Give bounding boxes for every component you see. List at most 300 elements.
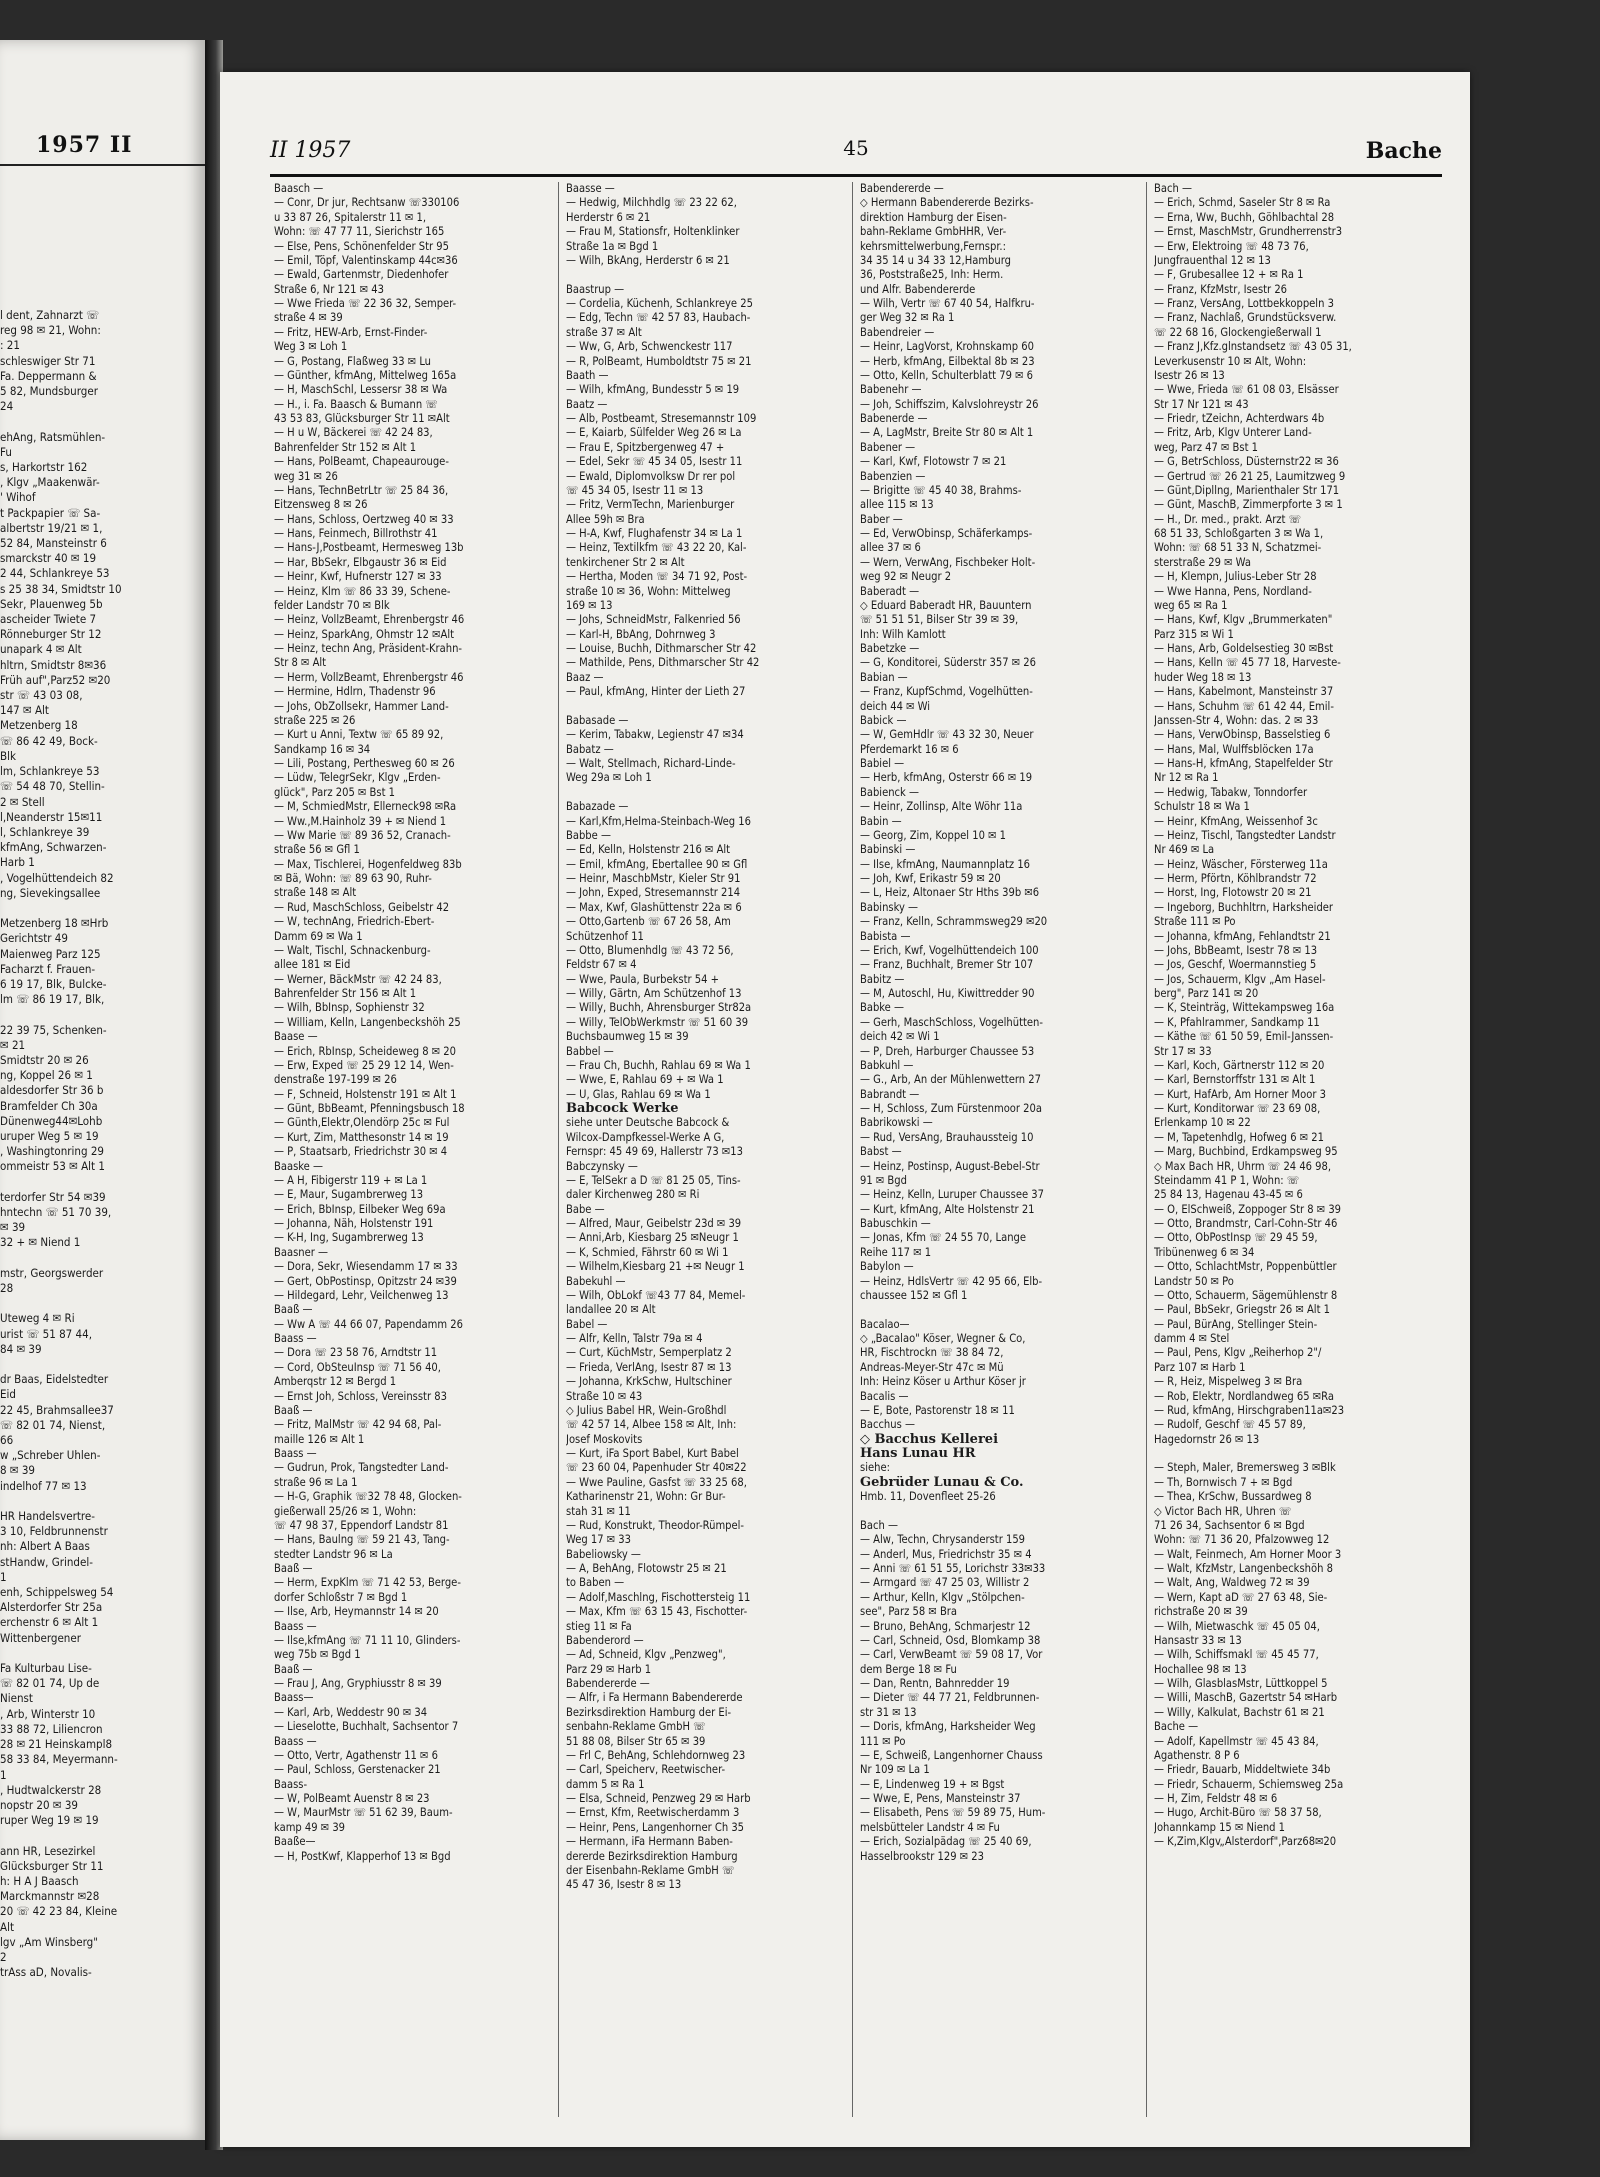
directory-entry-line: — Adolf,Maschlng, Fischottersteig 11 [566, 1590, 751, 1604]
directory-entry-line [566, 700, 846, 714]
directory-entry-line: — Heinz, Textilkfm ☏ 43 22 20, Kal- [566, 541, 747, 555]
directory-entry-line: Babinsky — [860, 900, 919, 914]
directory-entry-line: — Ed, Kelln, Holstenstr 216 ✉ Alt [566, 843, 731, 857]
directory-entry-line: Wohn: ☏ 47 77 11, Sierichstr 165 [274, 225, 445, 239]
directory-entry-line: Buchsbaumweg 15 ✉ 39 [566, 1030, 689, 1044]
directory-entry-line: Straße 1a ✉ Bgd 1 [566, 239, 659, 253]
directory-entry-line: — Fritz, MalMstr ☏ 42 94 68, Pal- [274, 1418, 442, 1432]
previous-page-line: s, Harkortstr 162 [0, 460, 88, 475]
directory-entry-line: Babenzien — [860, 469, 926, 483]
directory-entry-line: — Günth,Elektr,Olendörp 25c ✉ Ful [274, 1116, 450, 1130]
directory-entry-line: straße 37 ✉ Alt [566, 325, 642, 339]
previous-page-line: 52 84, Mansteinstr 6 [0, 536, 107, 551]
directory-entry-line: see", Parz 58 ✉ Bra [860, 1605, 958, 1619]
previous-page-line: 22 45, Brahmsallee37 [0, 1402, 114, 1417]
directory-entry-line: — Ewald, Gartenmstr, Diedenhofer [274, 268, 449, 282]
directory-entry-line: — Anni ☏ 61 51 55, Lorichstr 33✉33 [860, 1562, 1046, 1575]
directory-entry-line: — M, Autoschl, Hu, Kiwittredder 90 [860, 987, 1035, 1000]
directory-entry-line: — Günt, BbBeamt, Pfenningsbusch 18 [274, 1102, 465, 1115]
directory-entry-line: Baatz — [566, 397, 608, 411]
directory-entry-line: — Käthe ☏ 61 50 59, Emil-Janssen- [1154, 1030, 1334, 1044]
directory-entry-line: Baastrup — [566, 282, 625, 296]
directory-entry-line: — Thea, KrSchw, Bussardweg 8 [1154, 1490, 1312, 1504]
directory-entry-line: 71 26 34, Sachsentor 6 ✉ Bgd [1154, 1518, 1305, 1532]
directory-entry-line: — Frieda, VerlAng, Isestr 87 ✉ 13 [566, 1360, 732, 1374]
previous-page-line: 2 ✉ Stell [0, 794, 45, 809]
directory-entry-line: — Steph, Maler, Bremersweg 3 ✉Blk [1154, 1461, 1336, 1475]
previous-page-line: 24 [0, 399, 14, 414]
directory-entry-line: — Marg, Buchbind, Erdkampsweg 95 [1154, 1145, 1338, 1159]
directory-entry-line: Weg 17 ✉ 33 [566, 1533, 631, 1547]
directory-entry-line: Parz 107 ✉ Harb 1 [1154, 1360, 1246, 1374]
previous-page-text [0, 308, 200, 1980]
directory-entry-line: Babatz — [566, 742, 614, 756]
directory-entry-line: — Wern, Kapt aD ☏ 27 63 48, Sie- [1154, 1590, 1328, 1604]
directory-entry-line: Bach — [1154, 182, 1192, 195]
directory-entry-line: weg, Parz 47 ✉ Bst 1 [1154, 440, 1258, 454]
previous-page-line [0, 901, 200, 916]
directory-entry-line: Baaz — [566, 670, 604, 684]
directory-entry-line: Josef Moskovits [566, 1432, 643, 1446]
directory-entry-line: — Paul, BbSekr, Griegstr 26 ✉ Alt 1 [1154, 1303, 1331, 1317]
column-divider [558, 182, 559, 2117]
directory-entry-line: — Th, Bornwisch 7 + ✉ Bgd [1154, 1475, 1293, 1489]
page-number: 45 [843, 136, 869, 160]
directory-entry-line: Herderstr 6 ✉ 21 [566, 210, 651, 224]
directory-entry-line: — Hans-H, kfmAng, Stapelfelder Str [1154, 757, 1333, 770]
directory-entry-line: 169 ✉ 13 [566, 598, 613, 612]
directory-entry-line: Wilcox-Dampfkessel-Werke A G, [566, 1130, 725, 1144]
previous-page-line: Nienst [0, 1691, 33, 1706]
previous-page-line: Glücksburger Str 11 [0, 1858, 104, 1873]
previous-page-line: w „Schreber Uhlen- [0, 1448, 101, 1463]
directory-entry-line: — Johanna, Näh, Holstenstr 191 [274, 1217, 434, 1230]
previous-page-line: uruper Weg 5 ✉ 19 [0, 1128, 99, 1143]
previous-page-line: , Vogelhüttendeich 82 [0, 870, 114, 885]
directory-entry-line: 51 88 08, Bilser Str 65 ✉ 39 [566, 1734, 706, 1748]
directory-entry-line: — Heinz, Wäscher, Försterweg 11a [1154, 857, 1328, 871]
directory-entry-line: — Elsa, Schneid, Penzweg 29 ✉ Harb [566, 1792, 751, 1805]
directory-entry-line: — Ww, G, Arb, Schwenckestr 117 [566, 340, 733, 354]
directory-entry-line: — Hertha, Moden ☏ 34 71 92, Post- [566, 570, 748, 584]
previous-page-line: 58 33 84, Meyermann- [0, 1752, 118, 1767]
directory-entry-line: — Carl, Schneid, Osd, Blomkamp 38 [860, 1633, 1041, 1647]
directory-entry-line: — Jos, Geschf, Woermannstieg 5 [1154, 958, 1317, 972]
directory-entry-line: — H u W, Bäckerei ☏ 42 24 83, [274, 426, 433, 440]
previous-page-line: 84 ✉ 39 [0, 1341, 42, 1356]
directory-entry-line: Weg 29a ✉ Loh 1 [566, 771, 652, 785]
directory-entry-line: — Paul, kfmAng, Hinter der Lieth 27 [566, 685, 746, 699]
previous-page-line: ann HR, Lesezirkel [0, 1843, 96, 1858]
previous-page-line: Fu [0, 444, 12, 459]
directory-entry-line: ☏ 23 60 04, Papenhuder Str 40✉22 [566, 1461, 747, 1475]
directory-entry-line: Babener — [860, 440, 916, 454]
directory-entry-line: — Paul, BürAng, Stellinger Stein- [1154, 1317, 1318, 1331]
directory-entry-line: weg 75b ✉ Bgd 1 [274, 1648, 361, 1662]
column-divider [852, 182, 853, 2117]
directory-entry-line: — Johs, SchneidMstr, Falkenried 56 [566, 613, 741, 627]
directory-entry-line: kamp 49 ✉ 39 [274, 1820, 346, 1834]
directory-entry-line: Str 17 ✉ 33 [1154, 1044, 1212, 1058]
column-2 [566, 182, 846, 2122]
directory-entry-line: — Walt, KfzMstr, Langenbeckshöh 8 [1154, 1562, 1333, 1575]
previous-page-line: ' Wihof [0, 490, 36, 505]
directory-entry-line: — Kurt, Konditorwar ☏ 23 69 08, [1154, 1102, 1321, 1115]
directory-entry-line: — Brigitte ☏ 45 40 38, Brahms- [860, 483, 1022, 497]
directory-entry-line: — Dieter ☏ 44 77 21, Feldbrunnen- [860, 1691, 1040, 1705]
directory-entry-line: — Otto, SchlachtMstr, Poppenbüttler [1154, 1260, 1337, 1274]
directory-entry-line: — E, TelSekr a D ☏ 81 25 05, Tins- [566, 1173, 741, 1187]
previous-page-line: unapark 4 ✉ Alt [0, 642, 82, 657]
directory-entry-line: Babczynsky — [566, 1159, 638, 1173]
directory-entry-line: — Max, Kwf, Glashüttenstr 22a ✉ 6 [566, 900, 742, 914]
page-header [270, 138, 1442, 168]
directory-entry-line: — H-A, Kwf, Flughafenstr 34 ✉ La 1 [566, 527, 743, 540]
directory-entry-line: — Wilh, kfmAng, Bundesstr 5 ✉ 19 [566, 383, 740, 397]
directory-entry-line: Babetzke — [860, 642, 920, 655]
directory-entry-line: — Rud, MaschSchloss, Geibelstr 42 [274, 900, 450, 914]
directory-entry-line: ◇ Eduard Baberadt HR, Bauuntern [860, 598, 1032, 612]
directory-entry-line: HR, Fischtrockn ☏ 38 84 72, [860, 1346, 1004, 1360]
directory-entry-line: stah 31 ✉ 11 [566, 1504, 631, 1518]
directory-entry-line: — Walt, Feinmech, Am Horner Moor 3 [1154, 1547, 1342, 1561]
directory-entry-line: — Lieselotte, Buchhalt, Sachsentor 7 [274, 1720, 459, 1734]
directory-entry-line: Baath — [566, 368, 609, 382]
previous-page-line: Gerichtstr 49 [0, 931, 68, 946]
directory-entry-line: — Edel, Sekr ☏ 45 34 05, Isestr 11 [566, 455, 743, 469]
directory-entry-line: — Wilh, Mietwaschk ☏ 45 05 04, [1154, 1619, 1320, 1633]
directory-entry-line: straße 56 ✉ Gfl 1 [274, 843, 360, 857]
directory-entry-line: — Paul, Schloss, Gerstenacker 21 [274, 1763, 441, 1777]
directory-entry-line: to Baben — [566, 1576, 625, 1590]
previous-page-line [0, 1357, 200, 1372]
directory-entry-line: — Cordelia, Küchenh, Schlankreye 25 [566, 297, 753, 310]
directory-entry-line: Babista — [860, 929, 911, 943]
directory-entry-line: Baasse — [566, 182, 615, 195]
previous-page-line [0, 1007, 200, 1022]
directory-entry-line: — Hans, Kabelmont, Mansteinstr 37 [1154, 685, 1334, 699]
directory-entry-line: melsbütteler Landstr 4 ✉ Fu [860, 1820, 1000, 1834]
directory-entry-line: Inh: Heinz Köser u Arthur Köser jr [860, 1375, 1026, 1389]
directory-page [220, 72, 1470, 2147]
previous-page-line: 28 [0, 1281, 14, 1295]
directory-entry-line: — Dora ☏ 23 58 76, Arndtstr 11 [274, 1346, 438, 1360]
directory-entry-line: — Otto, ObPostInsp ☏ 29 45 59, [1154, 1231, 1318, 1245]
previous-page-line: 32 + ✉ Niend 1 [0, 1235, 81, 1250]
directory-entry-line: Erlenkamp 10 ✉ 22 [1154, 1116, 1251, 1130]
directory-entry-line: — Johanna, KrkSchw, Hultschiner [566, 1375, 732, 1389]
previous-page-line: reg 98 ✉ 21, Wohn: [0, 323, 101, 338]
directory-entry-line: ☏ 22 68 16, Glockengießerwall 1 [1154, 325, 1322, 339]
directory-entry-line: Nr 109 ✉ La 1 [860, 1763, 930, 1777]
previous-page-line: dr Baas, Eidelstedter [0, 1372, 109, 1387]
directory-entry-line: — F, Grubesallee 12 + ✉ Ra 1 [1154, 268, 1304, 282]
directory-entry-line: — Ed, VerwObinsp, Schäferkamps- [860, 527, 1033, 540]
directory-entry-line: — Erw, Elektroing ☏ 48 73 76, [1154, 239, 1309, 253]
previous-page-line: Fa Kulturbau Lise- [0, 1661, 92, 1676]
directory-entry-line: Babasade — [566, 713, 629, 727]
directory-entry-line: — Cord, ObSteuInsp ☏ 71 56 40, [274, 1360, 441, 1374]
directory-entry-line: — Wilh, GlasblasMstr, Lüttkoppel 5 [1154, 1677, 1328, 1690]
directory-entry-line: Bacchus — [860, 1418, 915, 1432]
directory-entry-line: Babian — [860, 670, 908, 684]
directory-entry-line: — Hans, Baulng ☏ 59 21 43, Tang- [274, 1533, 450, 1547]
previous-page-line [0, 1296, 200, 1311]
directory-entry-line: Baaß — [274, 1303, 313, 1317]
directory-entry-line: — Karl-H, BbAng, Dohrnweg 3 [566, 627, 716, 641]
directory-entry-line: — Ww Marie ☏ 89 36 52, Cranach- [274, 828, 451, 842]
directory-entry-line: stieg 11 ✉ Fa [566, 1619, 632, 1633]
directory-entry-line: Baasch — [274, 182, 324, 195]
directory-entry-line: — Hans, Feinmech, Billrothstr 41 [274, 527, 438, 540]
directory-entry-line [566, 786, 846, 800]
directory-entry-line: tenkirchener Str 2 ✉ Alt [566, 555, 685, 569]
previous-page-line: ☏ 82 01 74, Nienst, [0, 1417, 106, 1432]
column-3 [860, 182, 1140, 2122]
directory-entry-line: — Erna, Ww, Buchh, Göhlbachtal 28 [1154, 210, 1335, 224]
previous-page-line: 8 ✉ 39 [0, 1463, 35, 1478]
directory-entry-line: — Friedr, tZeichn, Achterdwars 4b [1154, 412, 1325, 425]
directory-entry-line: — Herm, VollzBeamt, Ehrenbergstr 46 [274, 670, 464, 684]
directory-entry-line: senbahn-Reklame GmbH ☏ [566, 1720, 706, 1734]
previous-page-line: nh: Albert A Baas [0, 1539, 90, 1554]
directory-entry-line: Straße 111 ✉ Po [1154, 915, 1236, 929]
directory-entry-line: Baase — [274, 1030, 318, 1044]
directory-entry-line: — K, Schmied, Fährstr 60 ✉ Wi 1 [566, 1245, 729, 1259]
directory-entry-line: — Herb, kfmAng, Eilbektal 8b ✉ 23 [860, 354, 1035, 368]
directory-entry-line: Baass— [274, 1691, 314, 1705]
directory-entry-line: — Kurt, Zim, Matthesonstr 14 ✉ 19 [274, 1130, 449, 1144]
directory-entry-line: Allee 59h ✉ Bra [566, 512, 645, 526]
directory-entry-line: — Erich, Schmd, Saseler Str 8 ✉ Ra [1154, 196, 1331, 210]
directory-entry-line: — H., Dr. med., prakt. Arzt ☏ [1154, 512, 1302, 526]
directory-entry-line: — Walt, Ang, Waldweg 72 ✉ 39 [1154, 1576, 1310, 1590]
directory-entry-line: — Heinz, Tischl, Tangstedter Landstr [1154, 828, 1336, 842]
directory-entry-line: — Willy, Buchh, Ahrensburger Str82a [566, 1001, 752, 1015]
directory-entry-line: — L, Heiz, Altonaer Str Hths 39b ✉6 [860, 886, 1040, 900]
directory-entry-line: sterstraße 29 ✉ Wa [1154, 555, 1251, 569]
directory-entry-line: — Lili, Postang, Perthesweg 60 ✉ 26 [274, 757, 455, 770]
directory-entry-line: und Alfr. Babendererde [860, 282, 976, 296]
directory-entry-line: — A H, Fibigerstr 119 + ✉ La 1 [274, 1173, 428, 1187]
directory-entry-line: — H., i. Fa. Baasch & Bumann ☏ [274, 397, 438, 411]
directory-entry-line: — Armgard ☏ 47 25 03, Willistr 2 [860, 1576, 1030, 1590]
directory-entry-line: ger Weg 32 ✉ Ra 1 [860, 311, 955, 325]
directory-entry-line: — Hans-J,Postbeamt, Hermesweg 13b [274, 541, 464, 555]
directory-entry-line: — Günt,Dipllng, Marienthaler Str 171 [1154, 483, 1340, 497]
directory-entry-line: — Anni,Arb, Kiesbarg 25 ✉Neugr 1 [566, 1231, 739, 1245]
directory-entry-line: allee 115 ✉ 13 [860, 498, 934, 512]
directory-entry-line: — Franz, VersAng, Lottbekkoppeln 3 [1154, 297, 1334, 310]
directory-entry-line: — Wwe, Paula, Burbekstr 54 + [566, 972, 719, 986]
directory-entry-line: — Jonas, Kfm ☏ 24 55 70, Lange [860, 1231, 1027, 1245]
directory-entry-line: Babiel — [860, 757, 905, 770]
directory-entry-line: — Hermann, iFa Hermann Baben- [566, 1835, 733, 1849]
directory-entry-line: — Otto, Blumenhdlg ☏ 43 72 56, [566, 943, 734, 957]
directory-entry-line: Baass — [274, 1332, 317, 1345]
directory-entry-line: Baaß — [274, 1403, 313, 1417]
previous-page-line: trAss aD, Novalis- [0, 1965, 92, 1980]
previous-page-line: 5 82, Mundsburger [0, 384, 98, 399]
directory-entry-line: — Heinr, Kwf, Hufnerstr 127 ✉ 33 [274, 570, 442, 584]
directory-entry-line: — Fritz, VermTechn, Marienburger [566, 498, 735, 512]
directory-entry-line: — Günther, kfmAng, Mittelweg 165a [274, 368, 457, 382]
directory-entry-line: Nr 12 ✉ Ra 1 [1154, 771, 1219, 785]
directory-entry-line: — Gerh, MaschSchloss, Vogelhütten- [860, 1015, 1043, 1029]
previous-page-line: Früh auf",Parz52 ✉20 [0, 672, 111, 687]
directory-entry-line: — Hugo, Archit-Büro ☏ 58 37 58, [1154, 1806, 1322, 1820]
directory-entry-line: — Louise, Buchh, Dithmarscher Str 42 [566, 642, 757, 655]
directory-entry-line: Hansastr 33 ✉ 13 [1154, 1633, 1242, 1647]
directory-entry-line: — Ww.,M.Hainholz 39 + ✉ Niend 1 [274, 814, 447, 828]
directory-entry-line: — H, Zim, Feldstr 48 ✉ 6 [1154, 1792, 1278, 1805]
directory-entry-line: — Willy, Kalkulat, Bachstr 61 ✉ 21 [1154, 1705, 1325, 1719]
previous-page-line: l, Schlankreye 39 [0, 824, 90, 839]
previous-page-line: Fa. Deppermann & [0, 368, 97, 383]
directory-entry-line: — Herm, Pförtn, Köhlbrandstr 72 [1154, 872, 1317, 885]
previous-page-line: 28 ✉ 21 Heinskampl8 [0, 1737, 113, 1752]
directory-entry-line: — Alfr, Kelln, Talstr 79a ✉ 4 [566, 1332, 703, 1345]
directory-entry-line: — K,Zim,Klgv„Alsterdorf",Parz68✉20 [1154, 1835, 1337, 1849]
directory-entry-line: 36, Poststraße25, Inh: Herm. [860, 268, 1004, 282]
previous-page-line: , Arb, Winterstr 10 [0, 1706, 96, 1721]
directory-entry-line: — Elisabeth, Pens ☏ 59 89 75, Hum- [860, 1806, 1046, 1820]
directory-entry-line: — Ernst, Kfm, Reetwischerdamm 3 [566, 1806, 740, 1820]
directory-entry-line: — Hans, Schuhm ☏ 61 42 44, Emil- [1154, 699, 1334, 713]
directory-entry-line: — Karl, Arb, Weddestr 90 ✉ 34 [274, 1705, 428, 1719]
directory-entry-line: — Carl, Speicherv, Reetwischer- [566, 1763, 726, 1777]
directory-entry-line: ◇ Bacchus Kellerei [860, 1432, 999, 1447]
previous-page [0, 40, 205, 2140]
directory-entry-line: — M, Tapetenhdlg, Hofweg 6 ✉ 21 [1154, 1130, 1324, 1144]
directory-entry-line: — Heinr, MaschbMstr, Kieler Str 91 [566, 872, 741, 885]
directory-entry-line: — K, Pfahlrammer, Sandkamp 11 [1154, 1015, 1320, 1029]
directory-entry-line: Babrandt — [860, 1087, 920, 1101]
directory-entry-line: Jungfrauenthal 12 ✉ 13 [1154, 253, 1271, 267]
directory-entry-line: Straße 10 ✉ 43 [566, 1389, 643, 1403]
previous-page-line: kfmAng, Schwarzen- [0, 840, 107, 855]
previous-page-line: mstr, Georgswerder [0, 1265, 104, 1280]
previous-page-line [0, 1828, 200, 1843]
directory-entry-line: ◇ Max Bach HR, Uhrm ☏ 24 46 98, [1154, 1159, 1332, 1173]
previous-page-line: HR Handelsvertre- [0, 1509, 96, 1524]
previous-page-line: lm, Schlankreye 53 [0, 764, 100, 779]
directory-entry-line: — Heinr, LagVorst, Krohnskamp 60 [860, 340, 1034, 354]
previous-page-line: Metzenberg 18 [0, 718, 78, 733]
directory-entry-line: — Joh, Kwf, Erikastr 59 ✉ 20 [860, 872, 1001, 885]
directory-entry-line: str 31 ✉ 13 [860, 1705, 917, 1719]
directory-entry-line: — Herm, ExpKlm ☏ 71 42 53, Berge- [274, 1576, 461, 1590]
previous-page-line: Sekr, Plauenweg 5b [0, 596, 103, 611]
directory-entry-line: — Johs, ObZollsekr, Hammer Land- [274, 699, 449, 713]
directory-entry-line: — E, Maur, Sugambrerweg 13 [274, 1188, 424, 1202]
directory-entry-line: — Karl, Koch, Gärtnerstr 112 ✉ 20 [1154, 1058, 1325, 1072]
directory-entry-line: Babinski — [860, 843, 916, 857]
directory-entry-line: — Ad, Schneid, Klgv „Penzweg", [566, 1648, 726, 1662]
previous-page-line: l dent, Zahnarzt ☏ [0, 308, 100, 322]
previous-page-line: 22 39 75, Schenken- [0, 1022, 107, 1037]
directory-entry-line: — Rudolf, Geschf ☏ 45 57 89, [1154, 1418, 1306, 1432]
directory-entry-line: gießerwall 25/26 ✉ 1, Wohn: [274, 1504, 417, 1518]
directory-entry-line: — Otto, Vertr, Agathenstr 11 ✉ 6 [274, 1748, 438, 1762]
directory-entry-line: — Hans, Kelln ☏ 45 77 18, Harveste- [1154, 656, 1341, 670]
directory-entry-line: — H-G, Graphik ☏32 78 48, Glocken- [274, 1490, 462, 1504]
directory-entry-line: — Günt, MaschB, Zimmerpforte 3 ✉ 1 [1154, 498, 1343, 512]
directory-entry-line: Hans Lunau HR [860, 1447, 976, 1461]
directory-entry-line: Baaß — [274, 1562, 313, 1575]
previous-page-rule [0, 164, 205, 166]
directory-entry-line: Agathenstr. 8 P 6 [1154, 1748, 1240, 1762]
directory-entry-line: felder Landstr 70 ✉ Blk [274, 598, 390, 612]
directory-entry-line: — Heinz, VollzBeamt, Ehrenbergstr 46 [274, 613, 465, 627]
directory-entry-line: — H, Klempn, Julius-Leber Str 28 [1154, 570, 1317, 584]
directory-entry-line: maille 126 ✉ Alt 1 [274, 1432, 365, 1446]
column-divider [1146, 182, 1147, 2117]
directory-entry-line: — W, PolBeamt Auenstr 8 ✉ 23 [274, 1792, 430, 1805]
directory-entry-line: — K-H, Ing, Sugambrerweg 13 [274, 1231, 424, 1245]
directory-entry-line: — Dan, Rentn, Bahnredder 19 [860, 1677, 1010, 1690]
directory-entry-line [860, 1505, 1140, 1519]
directory-entry-line: — Max, Tischlerei, Hogenfeldweg 83b [274, 857, 462, 871]
directory-entry-line: 111 ✉ Po [860, 1734, 906, 1748]
directory-entry-line: Parz 315 ✉ Wi 1 [1154, 627, 1234, 641]
directory-entry-line: — Hans, Arb, Goldelsestieg 30 ✉Bst [1154, 642, 1334, 655]
directory-entry-line: 25 84 13, Hagenau 43-45 ✉ 6 [1154, 1188, 1303, 1202]
directory-entry-line: Steindamm 41 P 1, Wohn: ☏ [1154, 1173, 1300, 1187]
directory-entry-line: — Franz, KfzMstr, Isestr 26 [1154, 282, 1288, 296]
directory-entry-line: — Wilh, BkAng, Herderstr 6 ✉ 21 [566, 253, 730, 267]
directory-entry-line: — Wilh, Schiffsmakl ☏ 45 45 77, [1154, 1648, 1319, 1662]
directory-entry-line: — Gert, ObPostinsp, Opitzstr 24 ✉39 [274, 1274, 457, 1288]
previous-page-line: ommeistr 53 ✉ Alt 1 [0, 1159, 105, 1174]
directory-entry-line: — Lüdw, TelegrSekr, Klgv „Erden- [274, 771, 441, 785]
previous-page-line: h: H A J Baasch [0, 1873, 79, 1888]
directory-entry-line: — Frau J, Ang, Gryphiusstr 8 ✉ 39 [274, 1677, 442, 1690]
directory-entry-line: — Wilh, BbInsp, Sophienstr 32 [274, 1001, 425, 1015]
column-4 [1154, 182, 1434, 2122]
previous-page-line: ascheider Twiete 7 [0, 612, 97, 627]
previous-page-line: hltrn, Smidtstr 8✉36 [0, 657, 107, 672]
directory-entry-line: — Alw, Techn, Chrysanderstr 159 [860, 1533, 1026, 1547]
previous-page-line: hntechn ☏ 51 70 39, [0, 1204, 112, 1219]
previous-page-line: Alt [0, 1919, 15, 1934]
previous-page-line: stHandw, Grindel- [0, 1554, 93, 1569]
directory-entry-line: Bahrenfelder Str 152 ✉ Alt 1 [274, 440, 417, 454]
directory-entry-line: — William, Kelln, Langenbeckshöh 25 [274, 1015, 461, 1029]
directory-entry-line: — Erich, Sozialpädag ☏ 25 40 69, [860, 1835, 1032, 1849]
directory-entry-line: — Else, Pens, Schönenfelder Str 95 [274, 239, 449, 253]
previous-page-line [0, 1251, 200, 1266]
directory-entry-line: denstraße 197-199 ✉ 26 [274, 1073, 397, 1087]
directory-entry-line: — H, Schloss, Zum Fürstenmoor 20a [860, 1102, 1042, 1115]
directory-entry-line: Reihe 117 ✉ 1 [860, 1245, 932, 1259]
previous-page-line: aldesdorfer Str 36 b [0, 1083, 104, 1098]
directory-entry-line: — Wilh, Vertr ☏ 67 40 54, Halfkru- [860, 297, 1035, 310]
directory-entry-line: Baasner — [274, 1245, 329, 1259]
directory-entry-line: — Ilse, kfmAng, Naumannplatz 16 [860, 857, 1031, 871]
directory-entry-line: Baass — [274, 1734, 317, 1748]
previous-page-line: 66 [0, 1433, 14, 1448]
directory-entry-line: — Willy, TelObWerkmstr ☏ 51 60 39 [566, 1015, 749, 1029]
directory-entry-line: u 33 87 26, Spitalerstr 11 ✉ 1, [274, 210, 427, 224]
directory-entry-line: straße 4 ✉ 39 [274, 311, 343, 325]
directory-entry-line: — Carl, VerwBeamt ☏ 59 08 17, Vor [860, 1648, 1043, 1662]
directory-entry-line: — Ilse,kfmAng ☏ 71 11 10, Glinders- [274, 1633, 461, 1647]
directory-entry-line: — Hans, Mal, Wulffsblöcken 17a [1154, 742, 1314, 756]
directory-entry-line: — Frau E, Spitzbergenweg 47 + [566, 440, 725, 454]
directory-entry-line: Baberadt — [860, 584, 920, 598]
previous-page-line: 147 ✉ Alt [0, 703, 49, 718]
